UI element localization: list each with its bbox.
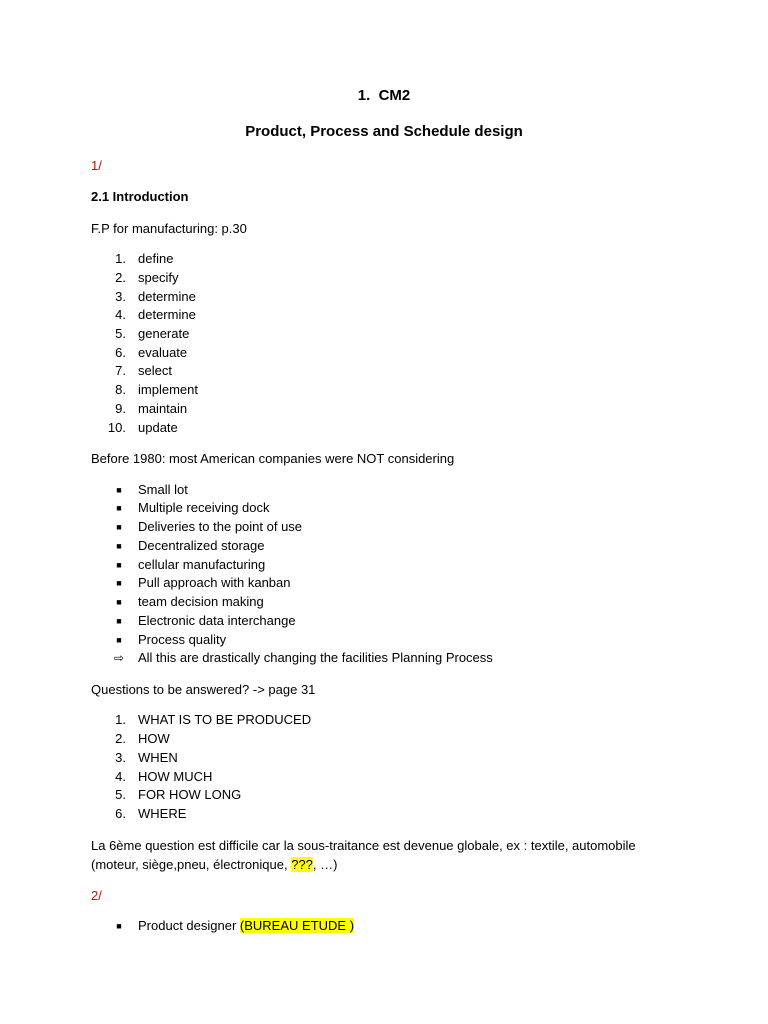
section-marker-2: 2/: [91, 888, 102, 903]
square-bullet-icon: ■: [116, 616, 122, 626]
list-item: ■ Pull approach with kanban: [0, 575, 768, 591]
list-item: ■ Decentralized storage: [0, 538, 768, 554]
square-bullet-icon: ■: [116, 485, 122, 495]
list-item: ■ Multiple receiving dock: [0, 500, 768, 516]
questions-line: Questions to be answered? -> page 31: [91, 682, 316, 697]
list-item: [0, 918, 768, 934]
list-item: 4. HOW MUCH: [115, 769, 213, 784]
heading-number: 1.: [357, 87, 371, 104]
list-item: 7. select: [115, 363, 172, 378]
highlighted-text: (BUREAU ETUDE ): [239, 918, 355, 933]
list-item: ⇨ All this are drastically changing the facilities Planning Process: [0, 650, 768, 666]
document-subtitle: Product, Process and Schedule design: [245, 123, 523, 140]
paragraph-text: (moteur, siège,pneu, électronique,: [91, 857, 292, 872]
list-item: 2. HOW: [115, 731, 170, 746]
square-bullet-icon: ■: [116, 921, 122, 931]
list-item: 8. implement: [115, 382, 198, 397]
square-bullet-icon: ■: [116, 578, 122, 588]
before-1980-line: Before 1980: most American companies were NOT considering: [91, 451, 455, 466]
list-item: 10. update: [107, 420, 178, 435]
square-bullet-icon: ■: [116, 541, 122, 551]
document-heading: [0, 88, 768, 104]
section-marker-1: 1/: [91, 158, 102, 173]
paragraph-line-1: La 6ème question est difficile car la sous-traitance est devenue globale, ex : textile, automobile: [91, 838, 636, 853]
square-bullet-icon: ■: [116, 635, 122, 645]
list-item: ■ Process quality: [0, 632, 768, 648]
square-bullet-icon: ■: [116, 560, 122, 570]
list-item: 5. FOR HOW LONG: [115, 787, 242, 802]
list-item: ■ team decision making: [0, 594, 768, 610]
section-title: 2.1 Introduction: [91, 189, 189, 204]
square-bullet-icon: ■: [116, 522, 122, 532]
list-item: 4. determine: [115, 307, 196, 322]
paragraph-line-2: [91, 857, 337, 873]
list-item: ■ Electronic data interchange: [0, 613, 768, 629]
paragraph-text: , …): [312, 857, 338, 872]
list-item: ■ Small lot: [0, 482, 768, 498]
list-item: 9. maintain: [115, 401, 188, 416]
list-item: 5. generate: [115, 326, 190, 341]
fp-line: F.P for manufacturing: p.30: [91, 221, 247, 236]
list-item: ■ Deliveries to the point of use: [0, 519, 768, 535]
heading-title: CM2: [378, 87, 411, 104]
highlighted-text: ???: [291, 857, 313, 872]
list-item: 3. WHEN: [115, 750, 178, 765]
square-bullet-icon: ■: [116, 503, 122, 513]
list-item: 3. determine: [115, 289, 196, 304]
list-item: ■ cellular manufacturing: [0, 557, 768, 573]
list-item: 6. evaluate: [115, 345, 188, 360]
square-bullet-icon: ■: [116, 597, 122, 607]
arrow-right-icon: ⇨: [113, 651, 125, 665]
list-item: 2. specify: [115, 270, 179, 285]
list-item: 1. WHAT IS TO BE PRODUCED: [115, 712, 312, 727]
bullet-text: Product designer: [138, 918, 240, 933]
list-item: 6. WHERE: [115, 806, 187, 821]
list-item: 1. define: [115, 251, 174, 266]
